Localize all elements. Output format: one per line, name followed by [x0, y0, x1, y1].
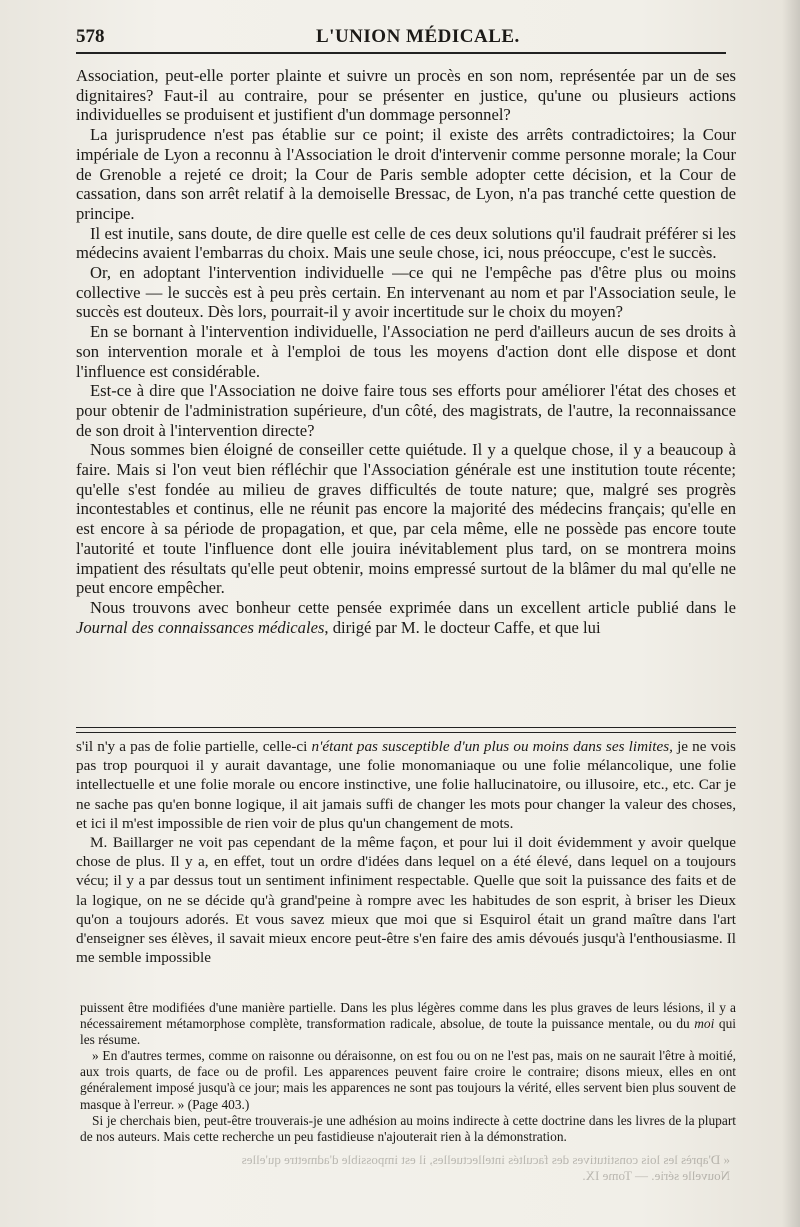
- bleed-through-line: Nouvelle série. — Tome IX.: [582, 1168, 730, 1183]
- note-paragraph-1: [76, 737, 736, 833]
- page-number: 578: [76, 26, 105, 47]
- article-paragraph-1: Association, peut-elle porter plainte et suivre un procès en son nom, représentée par un de ses dignitaires? Faut-il au contraire, pour se présenter en justice, qu'une ou plusieurs actions individuelles se produisent et justifient d'un dommage personnel?: [76, 66, 736, 125]
- running-title: L'UNION MÉDICALE.: [316, 26, 520, 47]
- section-divider: [76, 727, 736, 733]
- paragraph-text: puissent être modifiées d'une manière partielle. Dans les plus légères comme dans les plus graves de leurs lésions, il y a nécessairement métamorphose complète, transformation radicale, absolue, de toute la puissance mentale, ou du: [80, 1000, 736, 1032]
- paragraph-text: Nous trouvons avec bonheur cette pensée exprimée dans un excellent article publié dans le: [90, 597, 736, 617]
- header-rule: [76, 52, 726, 54]
- article-paragraph-6: Est-ce à dire que l'Association ne doive faire tous ses efforts pour améliorer l'état des choses et pour obtenir de l'administration supérieure, d'un côté, des magistrats, de l'autre, la reconnaissance de son droit à l'intervention directe?: [76, 381, 736, 440]
- footnote-paragraph-1: [80, 1000, 736, 1048]
- article-paragraph-5: En se bornant à l'intervention individuelle, l'Association ne perd d'ailleurs aucun de ses droits à son intervention morale et à l'emploi de tous les moyens d'action dont elle dispose et dont l'influence est considérable.: [76, 322, 736, 381]
- paragraph-text: s'il n'y a pas de folie partielle, celle-ci: [76, 738, 312, 755]
- emphasis-text: n'étant pas susceptible d'un plus ou moins dans ses limites,: [311, 738, 673, 755]
- bleed-through-text: [80, 1152, 730, 1184]
- footnote-section: [80, 1000, 736, 1145]
- article-paragraph-8: [76, 598, 736, 637]
- article-paragraph-7: Nous sommes bien éloigné de conseiller cette quiétude. Il y a quelque chose, il y a beaucoup à faire. Mais si l'on veut bien réfléchir que l'Association générale est une institution toute récente; qu'elle s'est fondée au milieu de graves difficultés de toute nature; que, malgré ses progrès incontestables et continus, elle ne réunit pas encore la majorité des médecins français; qu'elle en est encore à sa période de propagation, et que, par cela même, elle ne possède pas encore toute l'autorité et toute l'influence dont elle jouira inévitablement plus tard, on se montrera moins impatient des résultats qu'elle peut obtenir, moins empressé surtout de la blâmer du mal qu'elle ne peut encore empêcher.: [76, 440, 736, 598]
- bleed-through-line: « D'après les lois constitutives des facultés intellectuelles, il est impossible d'admettre qu'elles: [241, 1152, 730, 1167]
- paragraph-text: , dirigé par M. le docteur Caffe, et que lui: [324, 617, 601, 637]
- journal-title: Journal des connaissances médicales: [76, 617, 325, 637]
- article-paragraph-2: La jurisprudence n'est pas établie sur ce point; il existe des arrêts contradictoires; la Cour impériale de Lyon a reconnu à l'Association le droit d'intervenir comme personne morale; la Cour de Grenoble a rejeté ce droit; la Cour de Paris semble adopter cette décision, et la Cour de cassation, dans son arrêt relatif à la demoiselle Bressac, de Lyon, n'a pas tranché cette question de principe.: [76, 125, 736, 223]
- note-paragraph-2: M. Baillarger ne voit pas cependant de la même façon, et pour lui il doit évidemment y avoir quelque chose de plus. Il y a, en effet, tout un ordre d'idées dans lequel on a été élevé, dans lequel on a toujours vécu; il y a par dessus tout un sentiment infiniment respectable. Quelle que soit la puissance des faits et de la logique, on ne se décide qu'à grand'peine à rompre avec les habitudes de son esprit, à briser les Dieux qu'on a toujours adorés. Et vous savez mieux que moi que si Esquirol était un grand maître dans l'art d'enseigner ses élèves, il savait mieux encore peut-être s'en faire des amis dévoués jusqu'à l'enthousiasme. Il me semble impossible: [76, 834, 736, 967]
- emphasis-text: moi: [694, 1016, 715, 1032]
- paragraph-text: qui les résume.: [80, 1016, 736, 1048]
- feuilleton-section: [76, 737, 736, 967]
- footnote-paragraph-3: Si je cherchais bien, peut-être trouverais-je une adhésion au moins indirecte à cette doctrine dans les livres de la plupart de nos auteurs. Mais cette recherche un peu fastidieuse n'ajouterait rien à la démonstration.: [80, 1112, 736, 1144]
- page-header: [76, 22, 726, 52]
- paragraph-text: je ne vois pas trop pourquoi il y aurait davantage, une folie monomaniaque ou une folie mélancolique, une folie intellectuelle et une folie morale ou encore instinctive, une folie hallucinatoire, ou illusoire, etc., etc. Car je ne sache pas qu'en bonne logique, il ait jamais suffi de changer les mots pour changer la valeur des choses, et ici il m'est impossible de rien voir de plus qu'un changement de mots.: [76, 738, 736, 832]
- main-article-body: [76, 66, 736, 637]
- article-paragraph-3: Il est inutile, sans doute, de dire quelle est celle de ces deux solutions qu'il faudrait préférer si les médecins avaient l'embarras du choix. Mais une seule chose, ici, nous préoccupe, c'est le succès.: [76, 223, 736, 263]
- article-paragraph-4: Or, en adoptant l'intervention individuelle —ce qui ne l'empêche pas d'être plus ou moins collective — le succès est à peu près certain. En intervenant au nom et par l'Association seule, le succès est douteux. Dès lors, pourrait-il y avoir incertitude sur le choix du moyen?: [76, 263, 736, 322]
- footnote-paragraph-2: » En d'autres termes, comme on raisonne ou déraisonne, on est fou ou on ne l'est pas, mais on ne saurait l'être à moitié, aux trois quarts, de face ou de profil. Les apparences peuvent faire croire le contraire; disons mieux, elles en ont généralement imposé jusqu'à ce jour; mais les apparences ne sont pas toujours la vérité, elles servent bien plus souvent de masque à l'erreur. » (Page 403.): [80, 1048, 736, 1112]
- page-edge-shadow: [782, 0, 800, 1227]
